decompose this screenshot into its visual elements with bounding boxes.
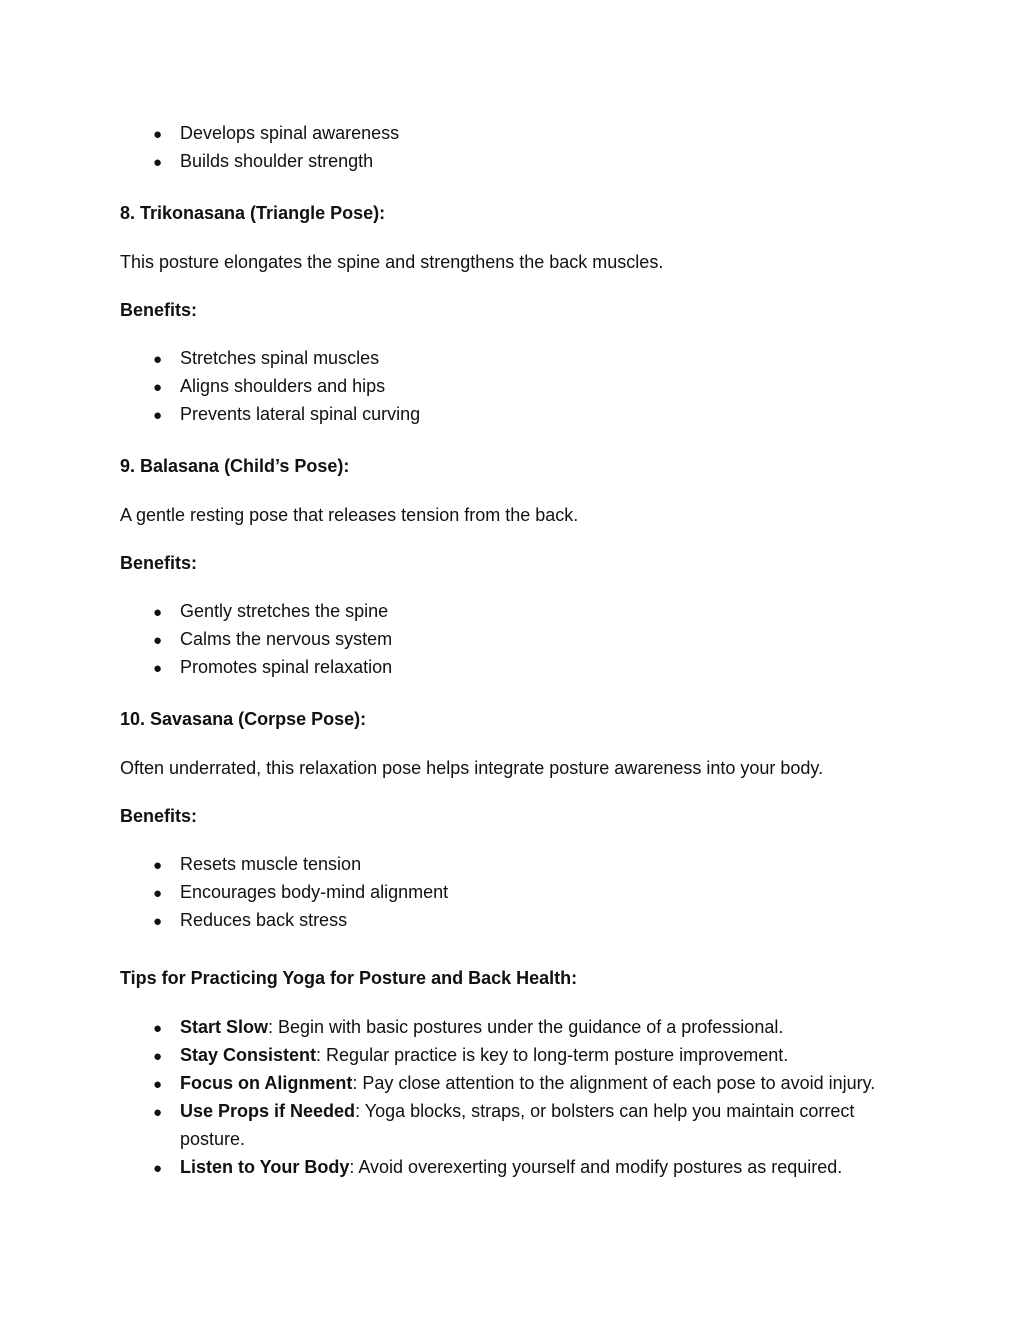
list-item: ● Gently stretches the spine bbox=[153, 600, 388, 624]
list-item: ● Builds shoulder strength bbox=[153, 150, 373, 174]
section-description: A gentle resting pose that releases tension from the back. bbox=[120, 505, 579, 525]
tip-text: : Begin with basic postures under the guidance of a professional. bbox=[268, 1017, 784, 1037]
bullet-icon: ● bbox=[153, 154, 163, 171]
tips-heading: Tips for Practicing Yoga for Posture and Back Health: bbox=[120, 968, 578, 988]
benefits-label: Benefits: bbox=[120, 300, 198, 320]
list-item: ● Stretches spinal muscles bbox=[153, 347, 379, 371]
bullet-icon: ● bbox=[153, 1104, 163, 1121]
bullet-icon: ● bbox=[153, 885, 163, 902]
section-description: This posture elongates the spine and strengthens the back muscles. bbox=[120, 252, 664, 272]
section-heading: 10. Savasana (Corpse Pose): bbox=[120, 709, 367, 729]
tip-term: Use Props if Needed bbox=[180, 1101, 356, 1121]
tip-term: Stay Consistent bbox=[180, 1045, 317, 1065]
bullet-icon: ● bbox=[153, 1048, 163, 1065]
bullet-icon: ● bbox=[153, 379, 163, 396]
section-description: Often underrated, this relaxation pose helps integrate posture awareness into your body. bbox=[120, 758, 824, 778]
bullet-icon: ● bbox=[153, 1020, 163, 1037]
benefits-label: Benefits: bbox=[120, 553, 198, 573]
benefits-label: Benefits: bbox=[120, 806, 198, 826]
bullet-icon: ● bbox=[153, 1160, 163, 1177]
tip-item bbox=[153, 1072, 875, 1096]
bullet-icon: ● bbox=[153, 126, 163, 143]
list-item: ● Prevents lateral spinal curving bbox=[153, 403, 420, 427]
tip-term: Start Slow bbox=[180, 1017, 269, 1037]
tip-term: Focus on Alignment bbox=[180, 1073, 353, 1093]
list-item: ● Aligns shoulders and hips bbox=[153, 375, 385, 399]
list-item: ● Calms the nervous system bbox=[153, 628, 392, 652]
tip-text: : Avoid overexerting yourself and modify postures as required. bbox=[349, 1157, 843, 1177]
bullet-icon: ● bbox=[153, 407, 163, 424]
list-item: ● Resets muscle tension bbox=[153, 853, 361, 877]
bullet-icon: ● bbox=[153, 1076, 163, 1093]
tip-item bbox=[153, 1100, 854, 1124]
section-heading: 9. Balasana (Child’s Pose): bbox=[120, 456, 350, 476]
list-item: ● Reduces back stress bbox=[153, 909, 347, 933]
bullet-icon: ● bbox=[153, 660, 163, 677]
tip-text: : Yoga blocks, straps, or bolsters can help you maintain correct bbox=[355, 1101, 855, 1121]
tip-term: Listen to Your Body bbox=[180, 1157, 350, 1177]
list-item: ● Develops spinal awareness bbox=[153, 122, 399, 146]
section-heading: 8. Trikonasana (Triangle Pose): bbox=[120, 203, 386, 223]
bullet-icon: ● bbox=[153, 351, 163, 368]
tip-text-continuation: posture. bbox=[180, 1129, 246, 1149]
tip-text: : Pay close attention to the alignment of each pose to avoid injury. bbox=[352, 1073, 876, 1093]
tip-text: : Regular practice is key to long-term posture improvement. bbox=[316, 1045, 789, 1065]
list-item: ● Promotes spinal relaxation bbox=[153, 656, 392, 680]
tip-item bbox=[153, 1044, 788, 1068]
tip-item bbox=[153, 1016, 783, 1040]
bullet-icon: ● bbox=[153, 604, 163, 621]
bullet-icon: ● bbox=[153, 632, 163, 649]
bullet-icon: ● bbox=[153, 857, 163, 874]
tip-item bbox=[153, 1156, 842, 1180]
list-item: ● Encourages body-mind alignment bbox=[153, 881, 448, 905]
bullet-icon: ● bbox=[153, 913, 163, 930]
